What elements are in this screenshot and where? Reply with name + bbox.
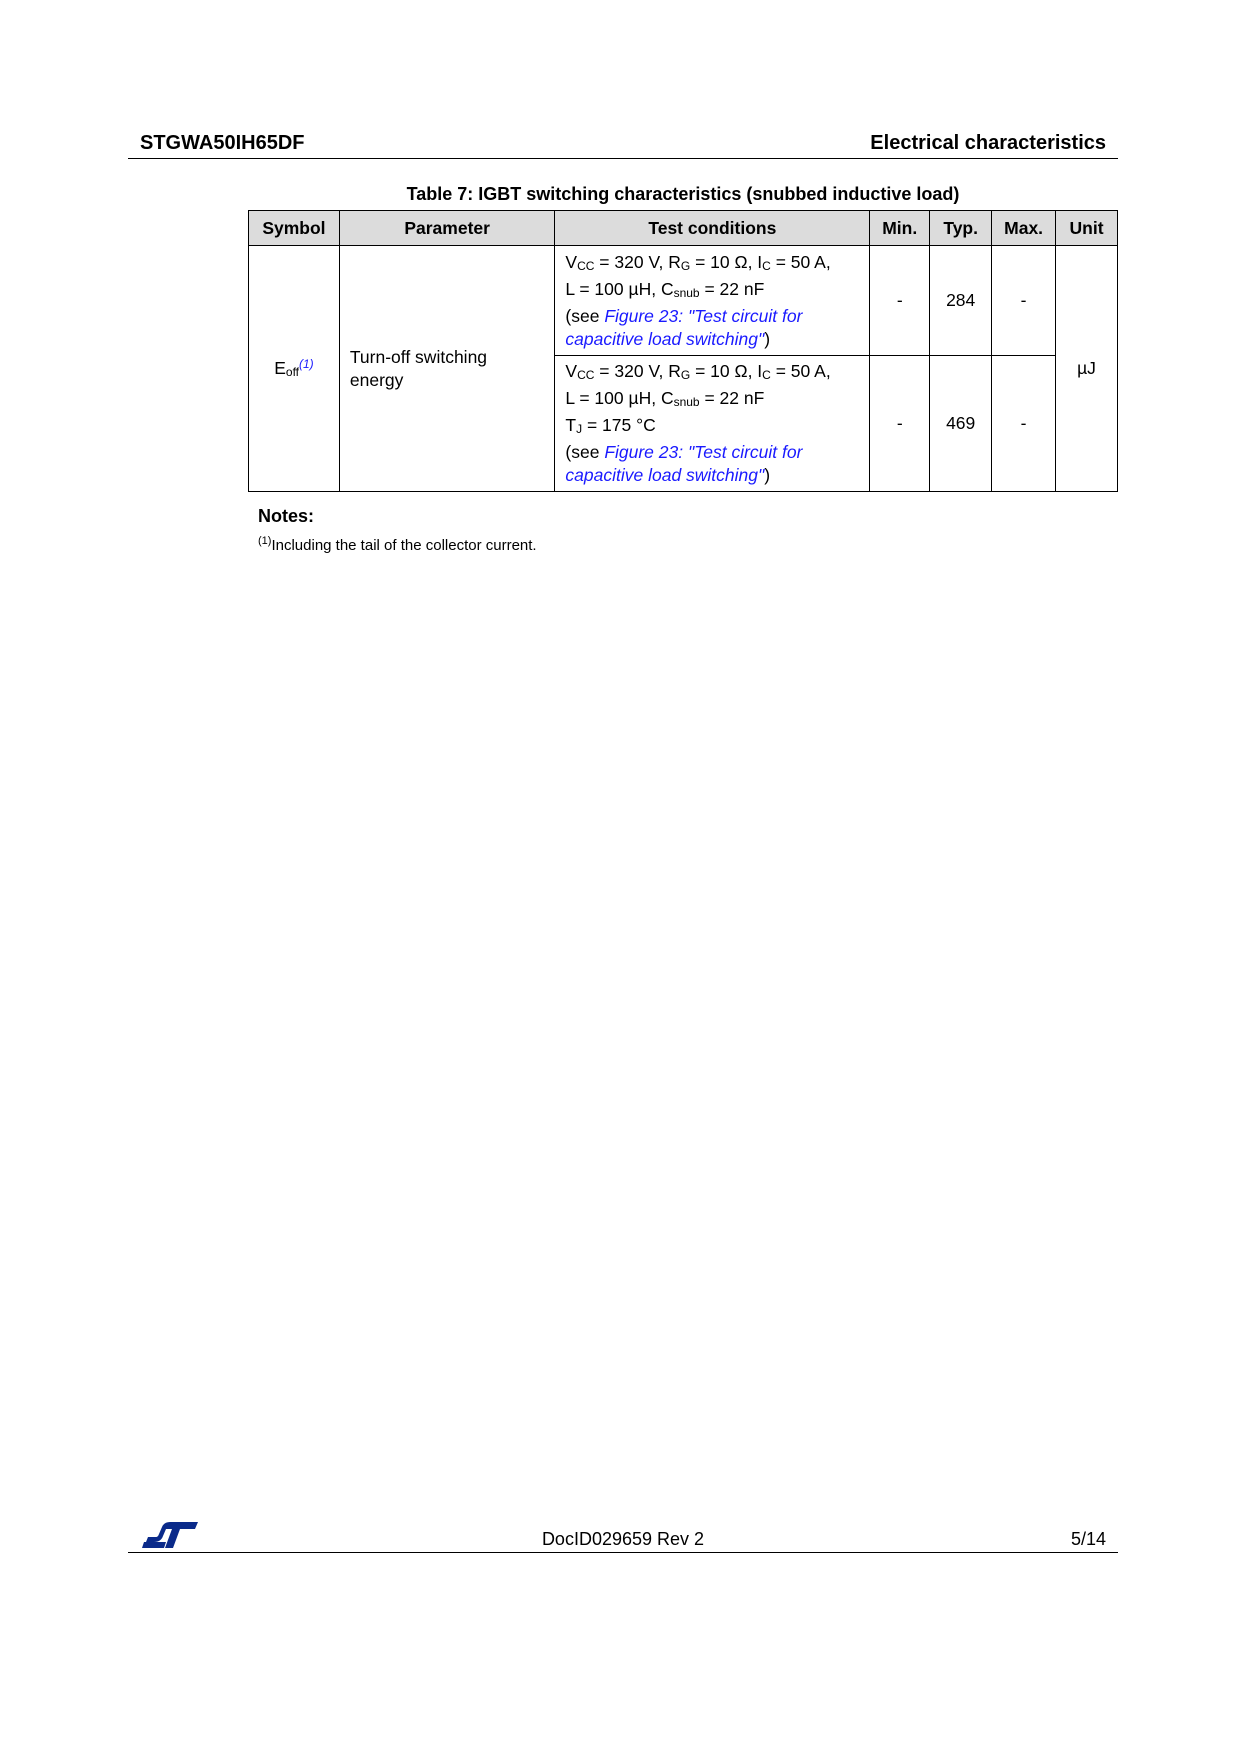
typ-cell: 284 xyxy=(930,246,992,356)
table-row xyxy=(249,246,1118,356)
condition-see-figure-cont: capacitive load switching") xyxy=(565,328,771,349)
figure-23-link-cont[interactable]: capacitive load switching" xyxy=(565,328,765,349)
symbol-main: E xyxy=(274,358,286,378)
condition-line-1: VCC = 320 V, RG = 10 Ω, IC = 50 A, xyxy=(565,361,831,382)
document-id: DocID029659 Rev 2 xyxy=(541,1529,705,1549)
symbol-subscript: off xyxy=(285,365,300,379)
test-conditions-cell xyxy=(555,246,870,356)
min-cell: - xyxy=(870,246,930,356)
column-header-unit: Unit xyxy=(1056,211,1118,246)
note-marker: (1) xyxy=(258,535,272,547)
parameter-cell xyxy=(339,246,555,492)
figure-23-link[interactable]: Figure 23: "Test circuit for xyxy=(604,305,803,326)
table-header-row xyxy=(249,211,1118,246)
condition-line-1: VCC = 320 V, RG = 10 Ω, IC = 50 A, xyxy=(565,251,831,273)
parameter-line-1: Turn-off switching xyxy=(349,346,488,367)
condition-line-2: L = 100 µH, Csnub = 22 nF xyxy=(565,388,765,409)
parameter-line-2: energy xyxy=(349,369,404,390)
condition-see-figure: (see Figure 23: "Test circuit for xyxy=(565,442,803,462)
part-number: STGWA50IH65DF xyxy=(140,132,305,154)
section-title: Electrical characteristics xyxy=(870,132,1106,154)
test-conditions-cell xyxy=(555,356,870,492)
figure-23-link[interactable]: Figure 23: "Test circuit for xyxy=(604,442,803,462)
page-footer xyxy=(128,1516,1118,1553)
switching-characteristics-table xyxy=(248,210,1118,492)
min-cell: - xyxy=(870,356,930,492)
column-header-typ: Typ. xyxy=(930,211,992,246)
symbol-note-link[interactable]: (1) xyxy=(299,357,314,371)
figure-23-link-cont[interactable]: capacitive load switching" xyxy=(565,465,765,485)
note-item xyxy=(258,535,537,554)
condition-temperature: TJ = 175 °C xyxy=(565,415,656,436)
max-cell: - xyxy=(992,246,1056,356)
condition-line-2: L = 100 µH, Csnub = 22 nF xyxy=(565,278,765,300)
column-header-test-conditions: Test conditions xyxy=(555,211,870,246)
column-header-max: Max. xyxy=(992,211,1056,246)
page-header xyxy=(128,124,1118,159)
condition-see-figure: (see Figure 23: "Test circuit for xyxy=(565,305,803,326)
column-header-symbol: Symbol xyxy=(249,211,340,246)
page-number: 5/14 xyxy=(1070,1529,1106,1549)
notes-title: Notes: xyxy=(258,506,315,526)
note-text: Including the tail of the collector current. xyxy=(271,537,537,554)
column-header-min: Min. xyxy=(870,211,930,246)
typ-cell: 469 xyxy=(930,356,992,492)
max-cell: - xyxy=(992,356,1056,492)
condition-see-figure-cont: capacitive load switching") xyxy=(565,465,771,485)
table-title: Table 7: IGBT switching characteristics (snubbed inductive load) xyxy=(406,184,960,204)
symbol-cell xyxy=(249,246,340,492)
unit-cell: µJ xyxy=(1056,246,1118,492)
column-header-parameter: Parameter xyxy=(339,211,555,246)
